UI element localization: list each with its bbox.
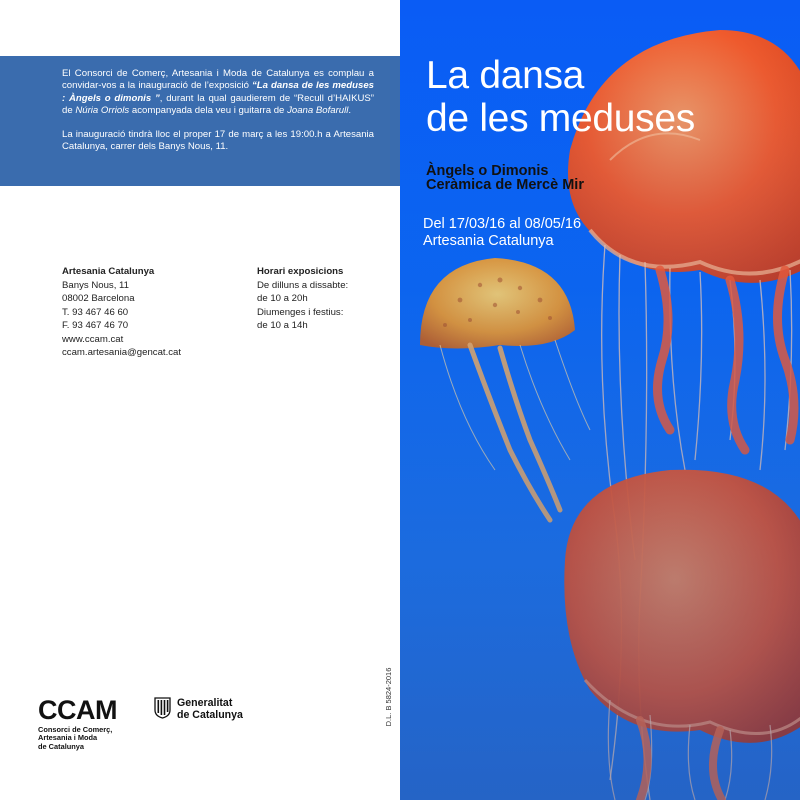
exhibition-dates: Del 17/03/16 al 08/05/16 xyxy=(423,216,582,232)
contact-fax: F. 93 467 46 70 xyxy=(62,320,129,331)
cover-subtitle-line-2: Ceràmica de Mercè Mir xyxy=(426,177,584,193)
cover-subtitle-line-1: Àngels o Dimonis xyxy=(426,163,549,179)
contact-email: ccam.artesania@gencat.cat xyxy=(62,347,182,358)
hours-line: de 10 a 14h xyxy=(257,320,308,331)
contact-city: 08002 Barcelona xyxy=(62,293,135,304)
ccam-subtitle-line: de Catalunya xyxy=(38,741,85,751)
ccam-logo-word: CCAM xyxy=(38,695,117,725)
generalitat-line: Generalitat xyxy=(177,697,233,709)
hours-block xyxy=(257,265,348,333)
generalitat-emblem-icon xyxy=(154,697,171,719)
generalitat-logo-text xyxy=(177,697,243,721)
invitation-text: El Consorci de Comerç, Artesania i Moda de Catalunya es complau a convidar-vos a la inauguració de l’exposició xyxy=(62,68,374,92)
cover-title xyxy=(426,54,695,140)
hours-line: Diumenges i festius: xyxy=(257,306,344,318)
invitation-paragraph-2: La inauguració tindrà lloc el proper 17 de març a les 19:00.h a Artesania Catalunya, carrer dels Banys Nous, 11. xyxy=(62,128,374,153)
contact-phone: T. 93 467 46 60 xyxy=(62,306,129,318)
hours-line: De dilluns a dissabte: xyxy=(257,279,349,291)
invitation-box xyxy=(0,56,400,186)
ccam-subtitle-line: Consorci de Comerç, xyxy=(38,725,113,734)
contact-heading: Artesania Catalunya xyxy=(62,266,155,277)
invitation-paragraph-1 xyxy=(62,68,374,118)
exhibition-venue: Artesania Catalunya xyxy=(423,233,554,249)
cover-title-line-2: de les meduses xyxy=(426,97,695,140)
generalitat-logo xyxy=(154,697,243,721)
contact-block xyxy=(62,265,181,360)
ccam-subtitle-line: Artesania i Moda xyxy=(38,733,98,743)
cover-dates xyxy=(423,216,581,250)
author-name: Núria Orriols xyxy=(75,105,130,117)
cover-title-line-1: La dansa xyxy=(426,54,585,97)
cover-panel xyxy=(400,0,800,800)
hours-heading: Horari exposicions xyxy=(257,266,344,277)
exhibition-title-inline: “La dansa de les meduses : Àngels o dimonis ” xyxy=(62,80,374,104)
ccam-logo-subtitle xyxy=(38,726,117,751)
ccam-logo xyxy=(38,697,117,751)
musician-name: Joana Bofarull xyxy=(287,105,349,117)
hours-line: de 10 a 20h xyxy=(257,293,308,304)
invitation-text: , durant la qual gaudierem de “Recull d’HAIKUS” de xyxy=(62,92,374,117)
legal-deposit: D.L. B 5824-2016 xyxy=(383,667,393,727)
invitation-text: . xyxy=(348,105,352,117)
contact-website: www.ccam.cat xyxy=(62,333,124,345)
generalitat-line: de Catalunya xyxy=(177,709,243,721)
invitation-text: acompanyada dela veu i guitarra de xyxy=(129,105,288,117)
contact-address: Banys Nous, 11 xyxy=(62,279,130,291)
cover-subtitle xyxy=(426,164,584,192)
